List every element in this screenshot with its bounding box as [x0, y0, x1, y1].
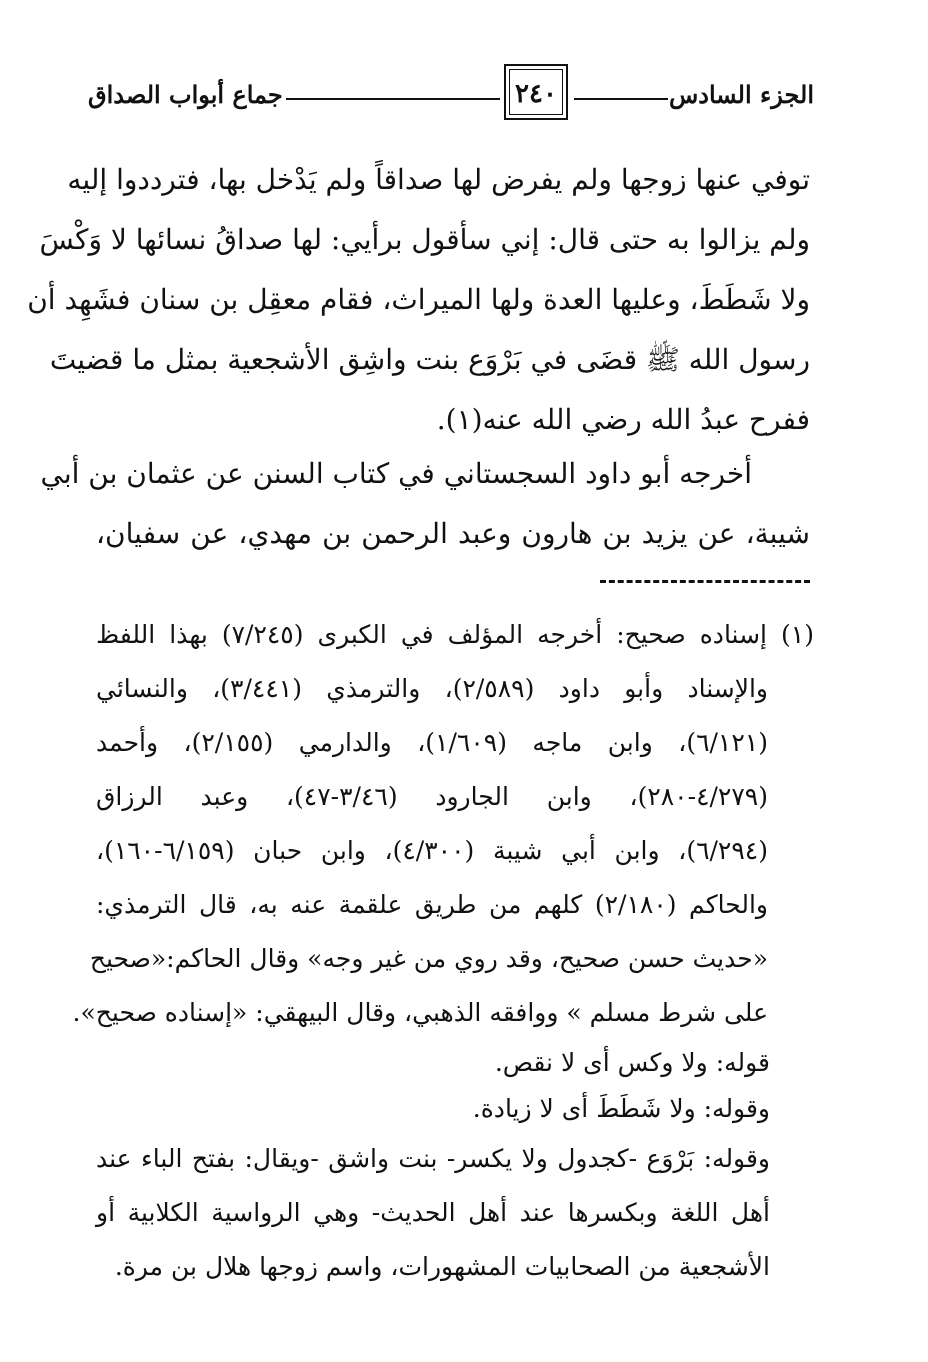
- book-part-label: الجزء السادس: [668, 80, 814, 109]
- note-line: قوله: ولا وكس أى لا نقص.: [494, 1048, 770, 1077]
- explanatory-notes: [96, 1040, 770, 1294]
- text-line: ولا شَطَطَ، وعليها العدة ولها الميراث، فقام معقِل بن سنان فشَهِد أن: [27, 283, 810, 316]
- main-paragraph-1: [27, 150, 810, 450]
- text-line: رسول الله ﷺ قضَى في بَرْوَع بنت واشِق الأشجعية بمثل ما قضيتَ: [49, 343, 810, 376]
- footnote-line: (١) إسناده صحيح: أخرجه المؤلف في الكبرى (٧/٢٤٥) بهذا اللفظ: [96, 620, 814, 649]
- footnote-separator: [600, 580, 810, 583]
- note-line: وقوله: بَرْوَع -كجدول ولا يكسر- بنت واشق -ويقال: بفتح الباء عند: [96, 1144, 770, 1173]
- note-line: الأشجعية من الصحابيات المشهورات، واسم زوجها هلال بن مرة.: [114, 1252, 770, 1281]
- footnote-line: «حديث حسن صحيح، وقد روي من غير وجه» وقال الحاكم:«صحيح: [89, 944, 768, 973]
- page-number-box: ٢٤٠: [504, 64, 568, 120]
- text-line: توفي عنها زوجها ولم يفرض لها صداقاً ولم يَدْخل بها، فترددوا إليه: [67, 163, 810, 196]
- footnote-line: (٦/١٢١)، وابن ماجه (١/٦٠٩)، والدارمي (٢/١٥٥)، وأحمد: [96, 728, 768, 757]
- page-header: [88, 62, 814, 126]
- footnote-1: [72, 608, 814, 1040]
- header-rule-left: [286, 98, 500, 100]
- footnote-line: والحاكم (٢/١٨٠) كلهم من طريق علقمة عنه به، قال الترمذي:: [96, 890, 768, 919]
- text-line: شيبة، عن يزيد بن هارون وعبد الرحمن بن مهدي، عن سفيان،: [96, 517, 810, 550]
- note-line: وقوله: ولا شَطَطَ أى لا زيادة.: [472, 1094, 770, 1123]
- text-line: ولم يزالوا به حتى قال: إني سأقول برأيي: لها صداقُ نسائها لا وَكْسَ: [39, 223, 810, 256]
- text-line: ففرح عبدُ الله رضي الله عنه(١).: [436, 403, 810, 436]
- chapter-title: جماع أبواب الصداق: [88, 80, 283, 109]
- header-rule-right: [574, 98, 668, 100]
- main-paragraph-2: [40, 444, 810, 564]
- footnote-line: على شرط مسلم » ووافقه الذهبي، وقال البيهقي: «إسناده صحيح».: [72, 998, 768, 1027]
- footnote-line: (٤/٢٧٩-٢٨٠)، وابن الجارود (٣/٤٦-٤٧)، وعبد الرزاق: [96, 782, 768, 811]
- note-line: أهل اللغة وبكسرها عند أهل الحديث- وهي الرواسية الكلابية أو: [96, 1198, 770, 1227]
- footnote-line: (٦/٢٩٤)، وابن أبي شيبة (٤/٣٠٠)، وابن حبان (٦/١٥٩-١٦٠)،: [96, 836, 768, 865]
- text-line: أخرجه أبو داود السجستاني في كتاب السنن عن عثمان بن أبي: [40, 457, 752, 490]
- footnote-line: والإسناد وأبو داود (٢/٥٨٩)، والترمذي (٣/٤٤١)، والنسائي: [96, 674, 768, 703]
